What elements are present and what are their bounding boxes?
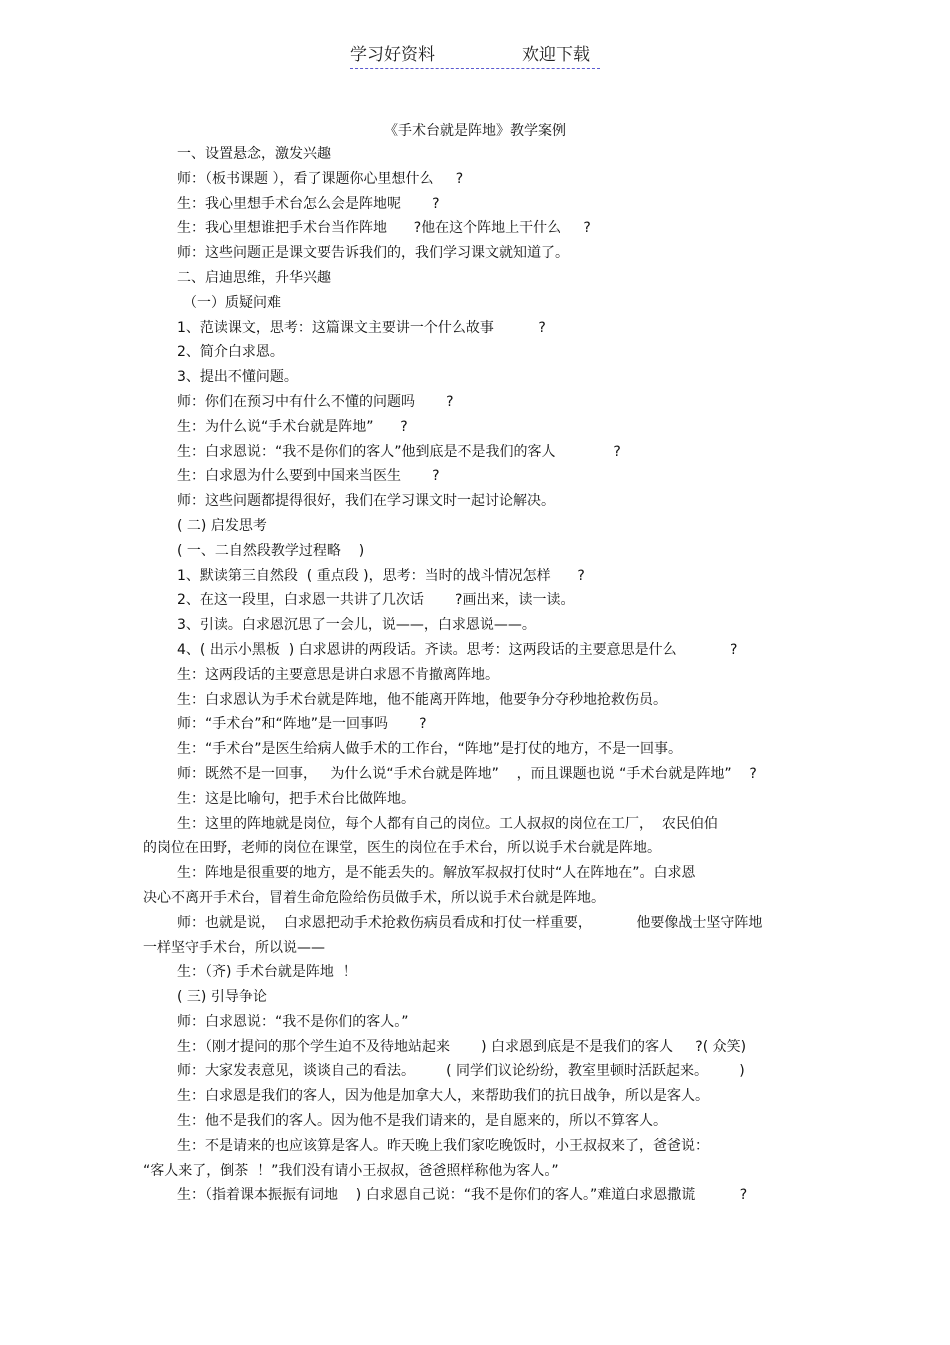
text-line: 生：不是请来的也应该算是客人。昨天晚上我们家吃晚饭时，小王叔叔来了，爸爸说： — [177, 1137, 709, 1154]
text-line: 生：“手术台”是医生给病人做手术的工作台，“阵地”是打仗的地方，不是一回事。 — [177, 741, 683, 758]
text-line: 生：我心里想谁把手术台当作阵地 ?他在这个阵地上干什么 ? — [177, 220, 591, 237]
header-right-text: 欢迎下载 — [522, 45, 590, 65]
text-line: 的岗位在田野，老师的岗位在课堂，医生的岗位在手术台，所以说手术台就是阵地。 — [143, 840, 661, 857]
text-line: 2、简介白求恩。 — [177, 344, 284, 361]
text-line: 生：这里的阵地就是岗位，每个人都有自己的岗位。工人叔叔的岗位在工厂， 农民伯伯 — [177, 815, 718, 832]
text-line: 生：白求恩说：“我不是你们的客人”他到底是不是我们的客人 ? — [177, 443, 621, 460]
subsection-heading: ( 二) 启发思考 — [177, 517, 267, 534]
text-line: 师：也就是说， 白求恩把动手术抢救伤病员看成和打仗一样重要， 他要像战士坚守阵地 — [177, 914, 763, 931]
text-line: 一样坚守手术台，所以说—— — [143, 939, 325, 956]
text-line: 决心不离开手术台，冒着生命危险给伤员做手术，所以说手术台就是阵地。 — [143, 889, 605, 906]
text-line: “客人来了，倒茶 ！”我们没有请小王叔叔，爸爸照样称他为客人。” — [143, 1162, 559, 1179]
text-line: 生：（指着课本振振有词地 ) 白求恩自己说：“我不是你们的客人。”难道白求恩撒谎 ? — [177, 1187, 748, 1204]
text-line: 1、默读第三自然段 ( 重点段 )，思考：当时的战斗情况怎样 ? — [177, 567, 585, 584]
text-line: 生：白求恩认为手术台就是阵地，他不能离开阵地，他要争分夺秒地抢救伤员。 — [177, 691, 667, 708]
text-line: 生：阵地是很重要的地方，是不能丢失的。解放军叔叔打仗时“人在阵地在”。白求恩 — [177, 865, 696, 882]
document-title: 《手术台就是阵地》教学案例 — [384, 123, 566, 139]
page-header — [350, 40, 600, 69]
text-line: 2、在这一段里，白求恩一共讲了几次话 ?画出来，读一读。 — [177, 592, 575, 609]
header-left-text: 学习好资料 — [350, 45, 435, 65]
text-line: 师：“手术台”和“阵地”是一回事吗 ? — [177, 716, 427, 733]
text-line: 师：白求恩说：“我不是你们的客人。” — [177, 1013, 409, 1030]
text-line: 师：大家发表意见，谈谈自己的看法。 ( 同学们议论纷纷，教室里顿时活跃起来。 ) — [177, 1063, 745, 1080]
text-line: 师：（板书课题 ），看了课题你心里想什么 ? — [177, 170, 464, 187]
text-line: 4、( 出示小黑板 ) 白求恩讲的两段话。齐读。思考：这两段话的主要意思是什么 ? — [177, 641, 738, 658]
text-line: 生：我心里想手术台怎么会是阵地呢 ? — [177, 195, 440, 212]
text-line: 师：这些问题正是课文要告诉我们的，我们学习课文就知道了。 — [177, 245, 569, 262]
subsection-heading: （一）质疑问难 — [183, 294, 281, 311]
text-line: 3、引读。白求恩沉思了一会儿，说——，白求恩说——。 — [177, 617, 536, 634]
text-line: 生：（刚才提问的那个学生迫不及待地站起来 ) 白求恩到底是不是我们的客人 ?( 众笑) — [177, 1038, 747, 1055]
text-line: 生：这是比喻句，把手术台比做阵地。 — [177, 790, 415, 807]
text-line: 3、提出不懂问题。 — [177, 369, 298, 386]
text-line: 生：白求恩为什么要到中国来当医生 ? — [177, 468, 440, 485]
text-line: 师：既然不是一回事， 为什么说“手术台就是阵地” ，而且课题也说 “手术台就是阵地” ? — [177, 765, 757, 782]
section-heading: 一、设置悬念，激发兴趣 — [177, 146, 331, 162]
text-line: ( 一、二自然段教学过程略 ) — [177, 542, 365, 559]
text-line: 生：他不是我们的客人。因为他不是我们请来的，是自愿来的，所以不算客人。 — [177, 1113, 667, 1130]
section-heading: 二、启迪思维，升华兴趣 — [177, 269, 331, 286]
text-line: 师：你们在预习中有什么不懂的问题吗 ? — [177, 393, 454, 410]
text-line: 生：白求恩是我们的客人，因为他是加拿大人，来帮助我们的抗日战争，所以是客人。 — [177, 1088, 709, 1105]
text-line: 生：（齐) 手术台就是阵地 ！ — [177, 964, 357, 981]
text-line: 1、范读课文，思考：这篇课文主要讲一个什么故事 ? — [177, 319, 546, 336]
text-line: 师：这些问题都提得很好，我们在学习课文时一起讨论解决。 — [177, 493, 555, 510]
text-line: 生：这两段话的主要意思是讲白求恩不肯撤离阵地。 — [177, 666, 499, 683]
subsection-heading: ( 三) 引导争论 — [177, 989, 267, 1006]
document-body — [0, 142, 950, 1208]
text-line: 生：为什么说“手术台就是阵地” ? — [177, 418, 408, 435]
